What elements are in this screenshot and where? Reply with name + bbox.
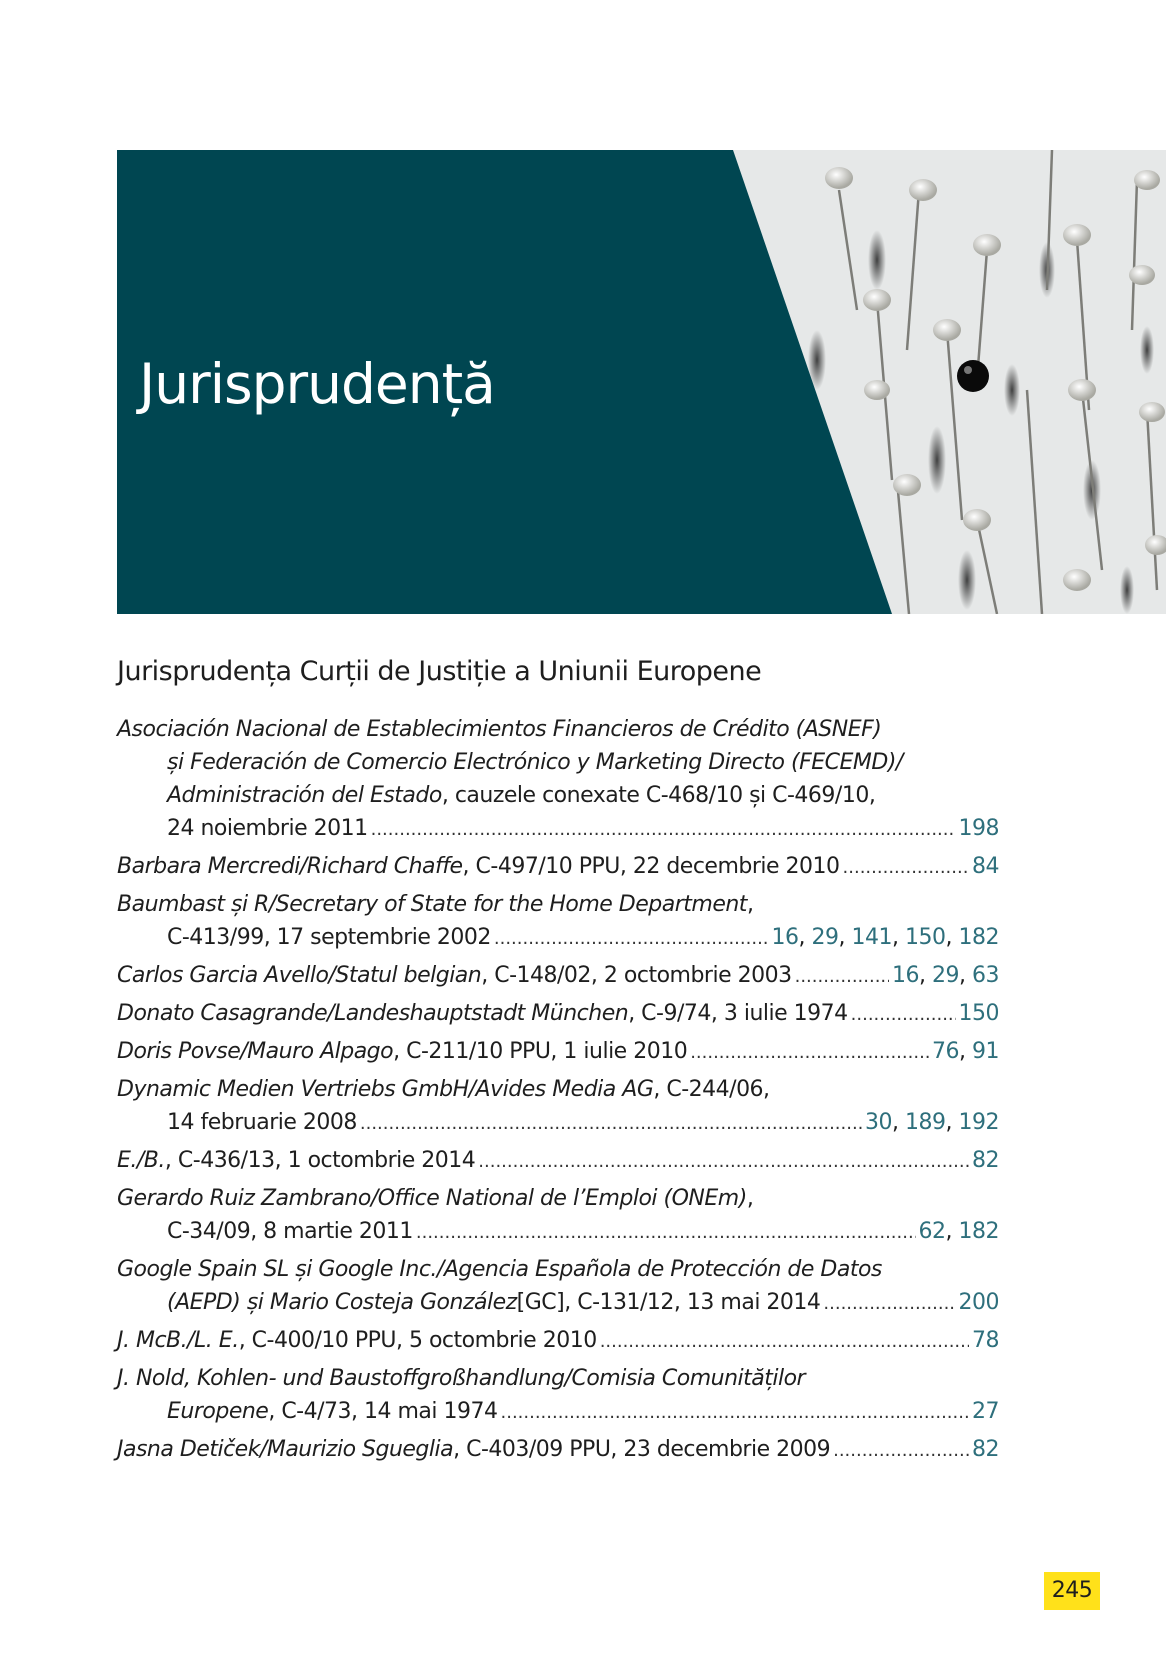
section-title: Jurisprudența Curții de Justiție a Uniunii Europene: [117, 656, 762, 687]
entry-line: [117, 888, 999, 921]
entry-last-line: [117, 997, 999, 1031]
entry-last-line: [117, 1106, 999, 1140]
case-index-list: [117, 713, 999, 1471]
page-link[interactable]: 62: [918, 1219, 946, 1244]
entry-last-line: [117, 812, 999, 846]
entry-line: [117, 1073, 999, 1106]
page-link[interactable]: 189: [905, 1110, 946, 1135]
entry-text: C-34/09, 8 martie 2011: [167, 1219, 413, 1244]
entry-text: , C-148/02, 2 octombrie 2003: [481, 963, 792, 988]
entry-line: [117, 779, 999, 812]
page-link[interactable]: 29: [811, 925, 839, 950]
entry-text: și Federación de Comercio Electrónico y Marketing Directo (FECEMD)/: [167, 750, 903, 775]
entry-text: Europene: [167, 1399, 269, 1424]
entry-last-line: [117, 1433, 999, 1467]
entry-text: Donato Casagrande/Landeshauptstadt München: [117, 1001, 629, 1026]
entry-text: Baumbast și R/Secretary of State for the Home Department: [117, 892, 747, 917]
dot-leader: [600, 1324, 969, 1358]
list-item: [117, 1253, 999, 1320]
page-link[interactable]: 16: [771, 925, 799, 950]
page-refs: 62, 182: [918, 1219, 999, 1244]
entry-text: , C-4/73, 14 mai 1974: [268, 1399, 498, 1424]
entry-last-line: [117, 1395, 999, 1429]
list-item: [117, 1433, 999, 1467]
list-item: [117, 1182, 999, 1249]
dot-leader: [371, 812, 956, 846]
list-item: [117, 997, 999, 1031]
page-refs: [959, 812, 1000, 845]
entry-text: , C-9/74, 3 iulie 1974: [628, 1001, 848, 1026]
entry-last-line: [117, 850, 999, 884]
entry-last-line: [117, 1144, 999, 1178]
entry-line: [117, 746, 999, 779]
page-link[interactable]: 91: [972, 1039, 999, 1064]
page-link[interactable]: 198: [958, 816, 999, 841]
dot-leader: [478, 1144, 969, 1178]
entry-text: E./B.: [117, 1148, 165, 1173]
list-item: [117, 888, 999, 955]
page-refs: [972, 850, 999, 883]
entry-last-line: [117, 1324, 999, 1358]
dot-leader: [851, 997, 956, 1031]
entry-text: 14 februarie 2008: [167, 1110, 357, 1135]
page-link[interactable]: 200: [958, 1290, 999, 1315]
page-number: 245: [1044, 1572, 1100, 1610]
chapter-title: Jurisprudență: [139, 352, 495, 416]
dot-leader: [843, 850, 969, 884]
list-item: [117, 1362, 999, 1429]
page-refs: [959, 997, 1000, 1030]
page-link[interactable]: 150: [958, 1001, 999, 1026]
entry-text: , C-436/13, 1 octombrie 2014: [164, 1148, 476, 1173]
page-refs: 16, 29, 141, 150, 182: [771, 925, 999, 950]
page-link[interactable]: 82: [972, 1148, 999, 1173]
page-link[interactable]: 182: [958, 1219, 999, 1244]
dot-leader: [823, 1286, 955, 1320]
page-refs: [959, 1286, 1000, 1319]
page-link[interactable]: 182: [958, 925, 999, 950]
list-item: [117, 1324, 999, 1358]
entry-line: [117, 1182, 999, 1215]
page-link[interactable]: 63: [972, 963, 999, 988]
entry-text: Administración del Estado: [167, 783, 442, 808]
page-link[interactable]: 27: [972, 1399, 999, 1424]
entry-text: Doris Povse/Mauro Alpago: [117, 1039, 394, 1064]
page-link[interactable]: 16: [892, 963, 919, 988]
page-link[interactable]: 192: [958, 1110, 999, 1135]
page-link[interactable]: 30: [865, 1110, 892, 1135]
dot-leader: [416, 1215, 916, 1249]
entry-text: J. Nold, Kohlen- und Baustoffgroßhandlung/Comisia Comunităților: [117, 1366, 806, 1391]
list-item: [117, 850, 999, 884]
entry-text: Dynamic Medien Vertriebs GmbH/Avides Media AG: [117, 1077, 654, 1102]
list-item: [117, 1144, 999, 1178]
entry-text: ,: [746, 1186, 754, 1211]
entry-text: , C-400/10 PPU, 5 octombrie 2010: [238, 1328, 597, 1353]
page-refs: 16, 29, 63: [892, 963, 999, 988]
entry-text: Google Spain SL și Google Inc./Agencia Española de Protección de Datos: [117, 1257, 882, 1282]
entry-line: [117, 1362, 999, 1395]
page-refs: 30, 189, 192: [865, 1110, 999, 1135]
dot-leader: [833, 1433, 969, 1467]
list-item: [117, 713, 999, 846]
entry-text: ,: [746, 892, 754, 917]
entry-text: 24 noiembrie 2011: [167, 816, 368, 841]
dot-leader: [494, 921, 769, 955]
page-refs: [972, 1324, 999, 1357]
entry-text: [GC], C-131/12, 13 mai 2014: [516, 1290, 821, 1315]
page-link[interactable]: 141: [851, 925, 892, 950]
page-refs: [972, 1395, 999, 1428]
entry-last-line: [117, 959, 999, 993]
entry-text: Gerardo Ruiz Zambrano/Office National de l’Emploi (ONEm): [117, 1186, 747, 1211]
page-refs: [972, 1433, 999, 1466]
page-link[interactable]: 29: [932, 963, 959, 988]
entry-line: [117, 1253, 999, 1286]
dot-leader: [501, 1395, 970, 1429]
entry-last-line: [117, 921, 999, 955]
page-link[interactable]: 150: [905, 925, 946, 950]
entry-text: J. McB./L. E.: [117, 1328, 239, 1353]
page-link[interactable]: 82: [972, 1437, 999, 1462]
list-item: [117, 1073, 999, 1140]
page-refs: [972, 1144, 999, 1177]
page-link[interactable]: 76: [932, 1039, 959, 1064]
entry-text: Jasna Detiček/Maurizio Sgueglia: [117, 1437, 454, 1462]
entry-text: Asociación Nacional de Establecimientos Financieros de Crédito (ASNEF): [117, 717, 882, 742]
entry-text: (AEPD) și Mario Costeja González: [167, 1290, 517, 1315]
entry-text: Carlos Garcia Avello/Statul belgian: [117, 963, 482, 988]
list-item: [117, 959, 999, 993]
entry-text: , C-497/10 PPU, 22 decembrie 2010: [462, 854, 840, 879]
entry-last-line: [117, 1035, 999, 1069]
dot-leader: [360, 1106, 862, 1140]
list-item: [117, 1035, 999, 1069]
entry-text: Barbara Mercredi/Richard Chaffe: [117, 854, 463, 879]
page-refs: 76, 91: [932, 1039, 999, 1064]
entry-text: , C-244/06,: [653, 1077, 770, 1102]
entry-text: , cauzele conexate C-468/10 și C-469/10,: [441, 783, 876, 808]
entry-text: C-413/99, 17 septembrie 2002: [167, 925, 491, 950]
entry-text: , C-211/10 PPU, 1 iulie 2010: [393, 1039, 688, 1064]
dot-leader: [690, 1035, 929, 1069]
dot-leader: [795, 959, 889, 993]
chapter-banner: [117, 150, 1166, 614]
entry-text: , C-403/09 PPU, 23 decembrie 2009: [453, 1437, 831, 1462]
entry-line: [117, 713, 999, 746]
page-link[interactable]: 84: [972, 854, 999, 879]
page-link[interactable]: 78: [972, 1328, 999, 1353]
entry-last-line: [117, 1215, 999, 1249]
entry-last-line: [117, 1286, 999, 1320]
